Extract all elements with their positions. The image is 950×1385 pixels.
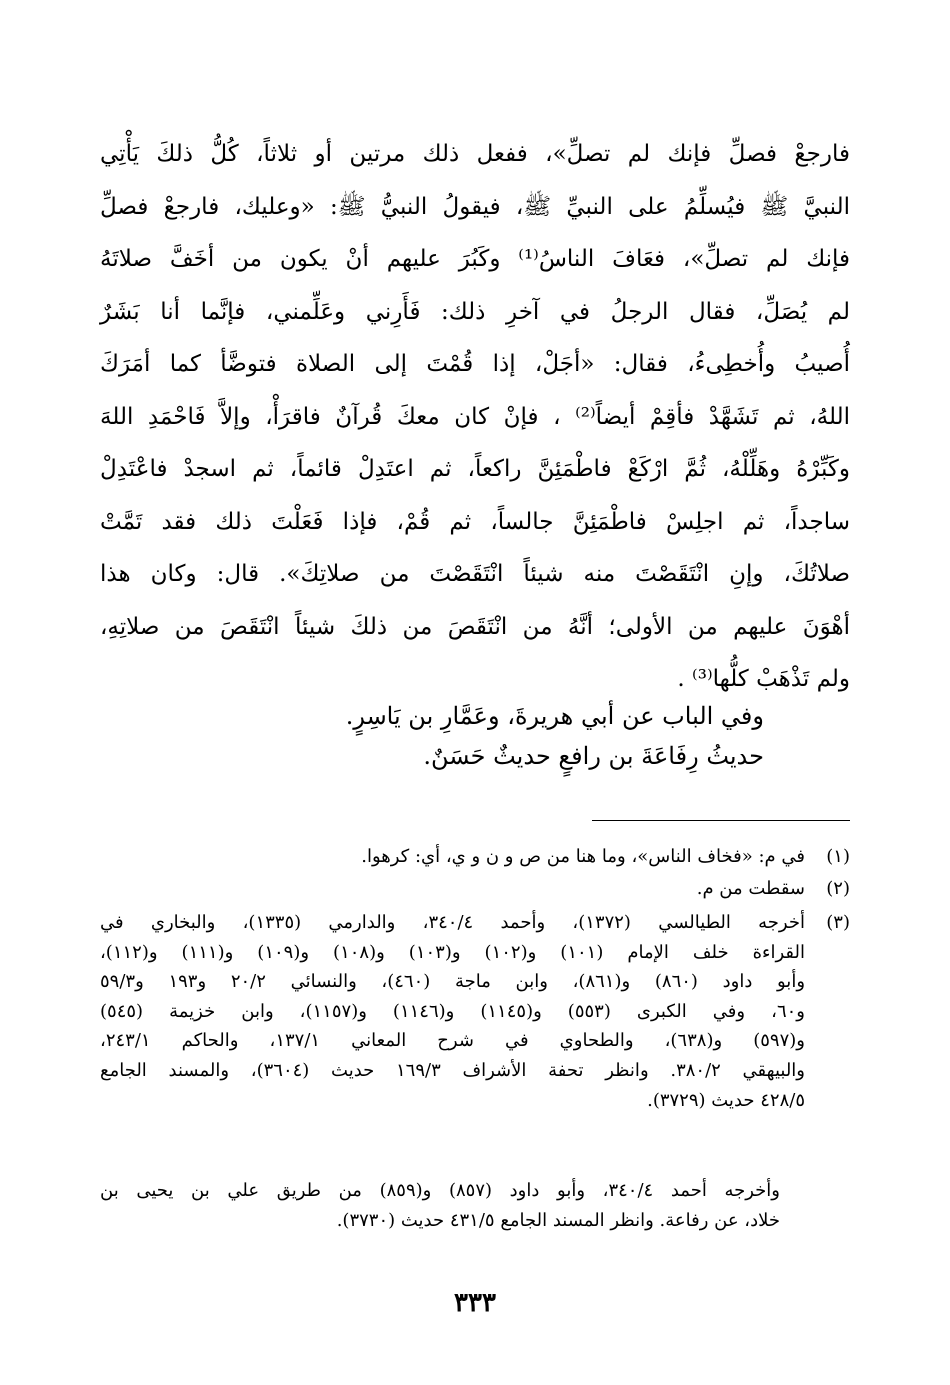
bab-statement: وفي الباب عن أبي هريرةَ، وعَمَّارِ بن يَاسِرٍ. xyxy=(345,702,764,730)
main-text-line: أهْوَنَ عليهم من الأولى؛ أنَّهُ من انْتَقَصَ من ذلكَ شيئاً انْتَقَصَ من صلاتِهِ، xyxy=(100,613,850,640)
footnote-line: والبيهقي ٣٨٠/٢. وانظر تحفة الأشراف ١٦٩/٣ حديث (٣٦٠٤)، والمسند الجامع xyxy=(100,1059,805,1081)
footnote-line: أخرجه الطيالسي (١٣٧٢)، وأحمد ٣٤٠/٤، والدارمي (١٣٣٥)، والبخاري في xyxy=(100,912,805,933)
main-text-line: فارجعْ فصلِّ فإنك لم تصلِّ»، ففعل ذلك مرتين أو ثلاثاً، كُلُّ ذلكَ يَأْتِي xyxy=(100,141,850,167)
footnote-line: ٤٢٨/٥ حديث (٣٧٢٩). xyxy=(647,1089,805,1111)
footnote-number: (١) xyxy=(826,846,850,867)
main-text-line: ساجداً، ثم اجلِسْ فاطْمَئِنَّ جالساً، ثم قُمْ، فإذا فَعَلْتَ ذلك فقد تَمَّتْ xyxy=(100,508,850,535)
main-text-line: صلاتُكَ، وإنِ انْتَقَصْتَ منه شيئاً انْتَقَصْتَ من صلاتِكَ». قال: وكان هذا xyxy=(100,561,850,587)
main-text-line: فإنك لم تصلِّ»، فعَافَ الناسُ⁽¹⁾ وكَبُرَ عليهم أنْ يكون من أخَفَّ صلاتَهُ xyxy=(100,246,850,272)
hadith-grading: حديثُ رِفَاعَةَ بن رافعٍ حديثٌ حَسَنٌ. xyxy=(423,742,764,770)
main-text-line: اللهُ، ثم تَشَهَّدْ فأقِمْ أيضاً⁽²⁾ ، فإنْ كان معكَ قُرآنٌ فاقرَأْ، وإلاَّ فَاحْمَدِ اللهَ xyxy=(100,403,850,430)
main-text xyxy=(100,128,850,706)
main-text-line: أُصيبُ وأُخطِىءُ، فقال: «أجَلْ، إذا قُمْتَ إلى الصلاة فتوضَّأ كما أمَرَكَ xyxy=(100,351,850,377)
main-text-line: وكَبِّرْهُ وهَلِّلْهُ، ثُمَّ ارْكَعْ فاطْمَئِنَّ راكعاً، ثم اعتَدِلْ قائماً، ثم اسجدْ فاعْتَدِلْ xyxy=(100,456,850,482)
page-number: ٣٣٣ xyxy=(454,1288,496,1318)
main-text-line: ولم تَذْهَبْ كلُّها⁽³⁾ . xyxy=(677,666,850,692)
footnote-3 xyxy=(100,908,850,1115)
footnote-separator xyxy=(592,820,850,821)
footnote-2 xyxy=(100,874,850,904)
footnote-line: سقطت من م. xyxy=(696,878,805,899)
footnote-line: وأخرجه أحمد ٣٤٠/٤، وأبو داود (٨٥٧) و(٨٥٩) من طريق علي بن يحيى بن xyxy=(100,1180,780,1201)
footnote-number: (٣) xyxy=(826,912,850,933)
footnote-line: و(٥٩٧) و(٦٣٨)، والطحاوي في شرح المعاني ١٣٧/١، والحاكم ٢٤٣/١، xyxy=(100,1030,805,1052)
footnote-line: في م: «فخاف الناس»، وما هنا من ص و ن و ي، أي: كرهوا. xyxy=(361,846,805,867)
main-text-line: النبيَّ ﷺ فيُسلِّمُ على النبيِّ ﷺ، فيقولُ النبيُّ ﷺ: «وعليك، فارجعْ فصلِّ xyxy=(100,193,850,220)
footnote-line: و٦٠، وفي الكبرى (٥٥٣) و(١١٤٥) و(١١٤٦) و(١١٥٧)، وابن خزيمة (٥٤٥) xyxy=(100,1000,805,1022)
footnote-line: خلاد، عن رفاعة. وانظر المسند الجامع ٤٣١/٥ حديث (٣٧٣٠). xyxy=(336,1210,780,1231)
footnote-line: القراءة خلف الإمام (١٠١) و(١٠٢) و(١٠٣) و(١٠٨) و(١٠٩) و(١١١) و(١١٢)، xyxy=(100,941,806,963)
footnote-3-continuation xyxy=(100,1176,780,1236)
footnote-1 xyxy=(100,842,850,872)
main-text-line: لم يُصَلِّ، فقال الرجلُ في آخرِ ذلك: فَأَرِني وعَلِّمني، فإنَّما أنا بَشَرٌ xyxy=(100,298,850,325)
footnote-line: وأبو داود (٨٦٠) و(٨٦١)، وابن ماجة (٤٦٠)، والنسائي ٢٠/٢ و١٩٣ و٥٩/٣ xyxy=(100,971,806,993)
footnote-number: (٢) xyxy=(826,878,850,899)
